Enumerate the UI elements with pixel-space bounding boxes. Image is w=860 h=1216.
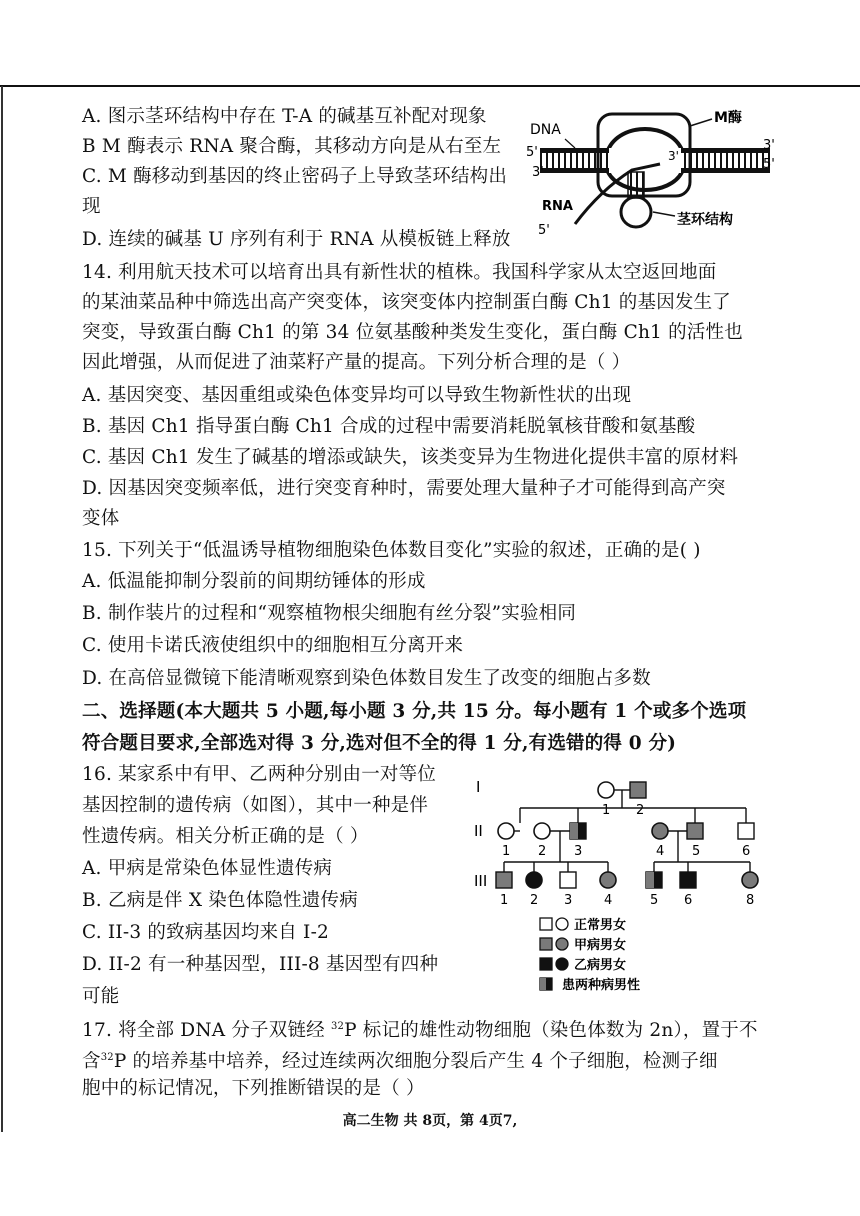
q17-sup-32-b: 32 <box>100 1052 114 1063</box>
num-III-2: 2 <box>530 893 539 908</box>
legend-normal-male-symbol <box>540 918 552 930</box>
q17-text-d: P 的培养基中培养，经过连续两次细胞分裂后产生 4 个子细胞，检测子细 <box>113 1051 718 1073</box>
q13-option-c-cont: 现 <box>82 196 101 217</box>
label-rna: RNA <box>542 199 573 214</box>
bubble-lower-arc <box>608 172 682 190</box>
num-III-4: 4 <box>604 893 613 908</box>
legend-yi-label: 乙病男女 <box>574 958 627 973</box>
footer-text: 高二生物 共 8页，第 4页 <box>342 1113 503 1129</box>
legend-yi-male-symbol <box>540 958 552 970</box>
q16-pedigree-chart <box>470 772 770 1004</box>
q17-stem-line3: 胞中的标记情况，下列推断错误的是（ ） <box>82 1078 425 1099</box>
II-5-jia-male <box>687 823 703 839</box>
q16-stem-line2: 基因控制的遗传病（如图），其中一种是伴 <box>82 795 429 816</box>
q13-transcription-diagram <box>520 104 785 239</box>
q14-stem-line1: 14. 利用航天技术可以培育出具有新性状的植株。我国科学家从太空返回地面 <box>82 262 717 283</box>
num-I-2: 2 <box>636 803 645 818</box>
label-3-left-bottom: 3' <box>532 165 544 180</box>
legend-normal-female-symbol <box>556 918 568 930</box>
loop-circle <box>621 197 651 227</box>
num-III-3: 3 <box>564 893 573 908</box>
gen-label-3: III <box>474 872 488 890</box>
III-2-yi-female <box>526 872 542 888</box>
q15-option-a: A. 低温能抑制分裂前的间期纺锤体的形成 <box>82 571 426 592</box>
num-II-3: 3 <box>574 844 583 859</box>
q16-option-a: A. 甲病是常染色体显性遗传病 <box>82 858 333 879</box>
label-m-enzyme: M酶 <box>714 110 742 126</box>
II-6-normal-male <box>738 823 754 839</box>
page-top-rule <box>0 85 860 87</box>
q16-option-c: C. II-3 的致病基因均来自 I-2 <box>82 922 329 943</box>
q15-stem: 15. 下列关于“低温诱导植物细胞染色体数目变化”实验的叙述，正确的是( ) <box>82 540 701 561</box>
label-stem-loop: 茎环结构 <box>677 212 733 228</box>
label-3-inner: 3' <box>668 149 679 163</box>
I-2-jia-male <box>630 782 646 798</box>
q17-sup-32-a: 32 <box>330 1021 345 1032</box>
III-4-jia-female <box>600 872 616 888</box>
q13-option-b: B M 酶表示 RNA 聚合酶，其移动方向是从右至左 <box>82 136 502 157</box>
q13-option-d: D. 连续的碱基 U 序列有利于 RNA 从模板链上释放 <box>82 229 511 250</box>
III-3-normal-male <box>560 872 576 888</box>
q15-option-d: D. 在高倍显微镜下能清晰观察到染色体数目发生了改变的细胞占多数 <box>82 668 651 689</box>
q13-option-a: A. 图示茎环结构中存在 T-A 的碱基互补配对现象 <box>82 106 487 127</box>
num-II-1: 1 <box>502 844 511 859</box>
III-8-jia-female <box>742 872 758 888</box>
label-3-right-top: 3' <box>763 138 775 153</box>
num-I-1: 1 <box>602 803 611 818</box>
q14-option-b: B. 基因 Ch1 指导蛋白酶 Ch1 合成的过程中需要消耗脱氧核苷酸和氨基酸 <box>82 416 696 437</box>
num-II-4: 4 <box>656 844 665 859</box>
label-5-right-bottom: 5' <box>763 157 775 172</box>
bubble-upper-arc <box>608 129 682 150</box>
q16-option-b: B. 乙病是伴 X 染色体隐性遗传病 <box>82 890 358 911</box>
label-dna: DNA <box>530 122 561 138</box>
II-2-normal-female <box>534 823 550 839</box>
q17-text-b: P 标记的雄性动物细胞（染色体数为 2n），置于不 <box>344 1020 758 1042</box>
q16-option-d: D. II-2 有一种基因型，III-8 基因型有四种 <box>82 954 439 975</box>
q14-option-c: C. 基因 Ch1 发生了碱基的增添或缺失，该类变异为生物进化提供丰富的原材料 <box>82 447 739 468</box>
footer-suffix: 7, <box>502 1113 518 1129</box>
q14-option-a: A. 基因突变、基因重组或染色体变异均可以导致生物新性状的出现 <box>82 385 632 406</box>
label-5-left-top: 5' <box>526 145 538 160</box>
q16-option-d-cont: 可能 <box>82 986 120 1007</box>
stem-segment <box>628 172 644 198</box>
q14-option-d-cont: 变体 <box>82 508 120 529</box>
q14-option-d: D. 因基因突变频率低，进行突变育种时，需要处理大量种子才可能得到高产突 <box>82 478 726 499</box>
legend-yi-female-symbol <box>556 958 568 970</box>
legend-jia-label: 甲病男女 <box>574 938 627 953</box>
gen-label-1: I <box>476 778 481 796</box>
label-5-rna-end: 5' <box>538 223 550 238</box>
q14-stem-line3: 突变，导致蛋白酶 Ch1 的第 34 位氨基酸种类发生变化，蛋白酶 Ch1 的活性也 <box>82 322 743 343</box>
q16-stem-line1: 16. 某家系中有甲、乙两种分别由一对等位 <box>82 764 437 785</box>
num-II-2: 2 <box>538 844 547 859</box>
section2-heading-line1: 二、选择题(本大题共 5 小题,每小题 3 分,共 15 分。每小题有 1 个或多个选项 <box>82 701 747 722</box>
gen-label-2: II <box>474 822 483 840</box>
II-4-jia-female <box>652 823 668 839</box>
q14-stem-line4: 因此增强，从而促进了油菜籽产量的提高。下列分析合理的是（ ） <box>82 352 631 373</box>
II-1-normal-female <box>498 823 514 839</box>
q15-option-c: C. 使用卡诺氏液使组织中的细胞相互分离开来 <box>82 635 464 656</box>
legend-jia-male-symbol <box>540 938 552 950</box>
q17-text-a: 17. 将全部 DNA 分子双链经 <box>82 1020 331 1042</box>
page-footer <box>0 1110 860 1130</box>
num-III-1: 1 <box>500 893 509 908</box>
III-1-jia-male <box>496 872 512 888</box>
num-II-5: 5 <box>692 844 701 859</box>
q17-stem-line1 <box>82 1016 758 1042</box>
num-III-8: 8 <box>746 893 755 908</box>
page-left-rule <box>1 86 3 1132</box>
q16-stem-line3: 性遗传病。相关分析正确的是（ ） <box>82 826 369 847</box>
q17-text-c: 含 <box>82 1051 101 1073</box>
num-II-6: 6 <box>742 844 751 859</box>
q17-stem-line2 <box>82 1047 718 1073</box>
legend-jia-female-symbol <box>556 938 568 950</box>
q14-stem-line2: 的某油菜品种中筛选出高产突变体，该突变体内控制蛋白酶 Ch1 的基因发生了 <box>82 292 732 313</box>
legend-normal-label: 正常男女 <box>574 918 627 933</box>
legend-both-label: 患两种病男性 <box>562 978 641 993</box>
q13-option-c: C. M 酶移动到基因的终止密码子上导致茎环结构出 <box>82 166 508 187</box>
num-III-6: 6 <box>684 893 693 908</box>
num-III-5: 5 <box>650 893 659 908</box>
q15-option-b: B. 制作装片的过程和“观察植物根尖细胞有丝分裂”实验相同 <box>82 603 577 624</box>
I-1-normal-female <box>598 782 614 798</box>
section2-heading-line2: 符合题目要求,全部选对得 3 分,选对但不全的得 1 分,有选错的得 0 分) <box>82 733 677 754</box>
III-6-yi-male <box>680 872 696 888</box>
